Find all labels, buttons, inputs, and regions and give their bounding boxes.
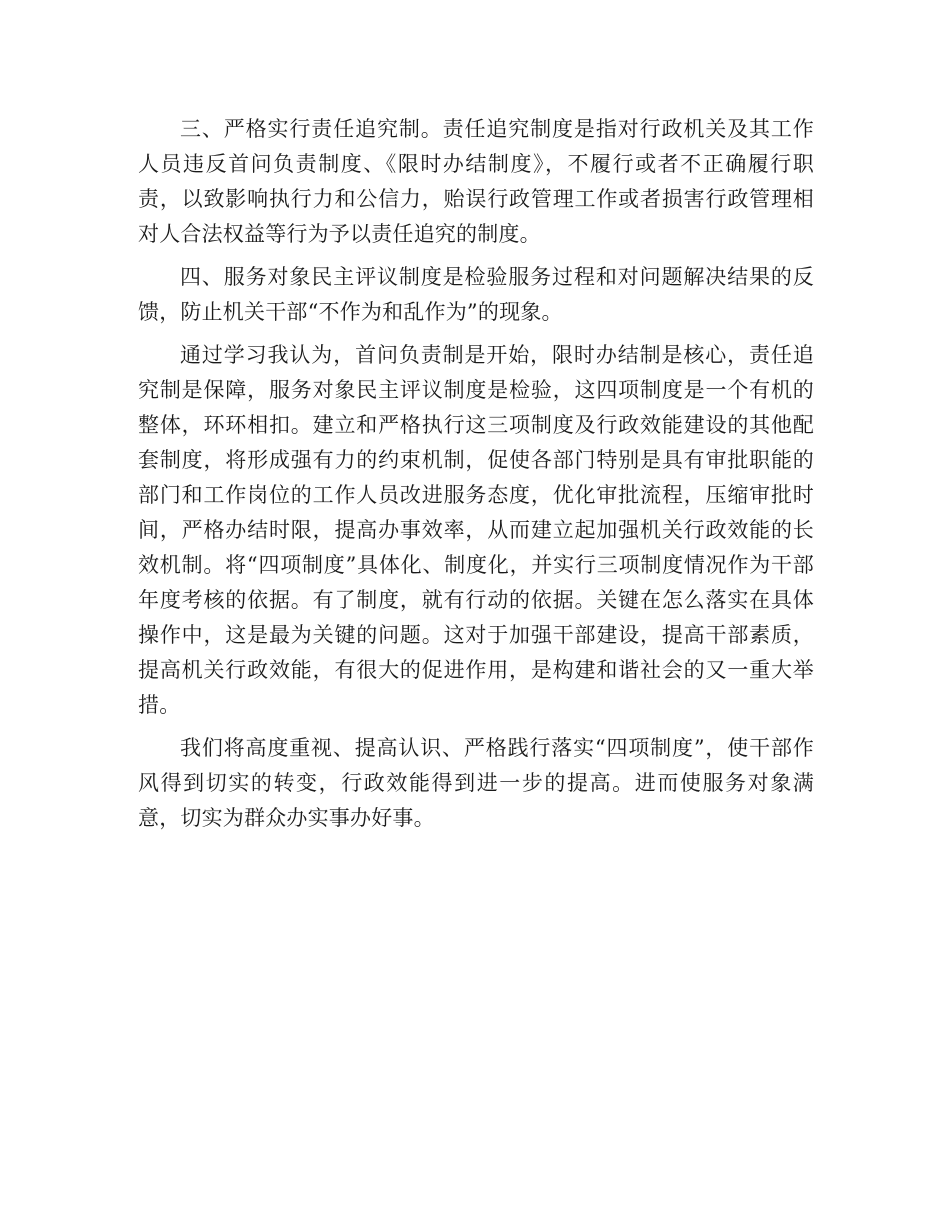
paragraph-evaluation: 四、服务对象民主评议制度是检验服务过程和对问题解决结果的反馈，防止机关干部“不作为和乱作为”的现象。 <box>138 265 814 324</box>
document-body <box>138 112 814 844</box>
paragraph-accountability: 三、严格实行责任追究制。责任追究制度是指对行政机关及其工作人员违反首问负责制度、《限时办结制度》，不履行或者不正确履行职责，以致影响执行力和公信力，贻误行政管理工作或者损害行政管理相对人合法权益等行为予以责任追究的制度。 <box>138 117 814 246</box>
paragraph-summary: 通过学习我认为，首问负责制是开始，限时办结制是核心，责任追究制是保障，服务对象民主评议制度是检验，这四项制度是一个有机的整体，环环相扣。建立和严格执行这三项制度及行政效能建设的其他配套制度，将形成强有力的约束机制，促使各部门特别是具有审批职能的部门和工作岗位的工作人员改进服务态度，优化审批流程，压缩审批时间，严格办结时限，提高办事效率，从而建立起加强机关行政效能的长效机制。将“四项制度”具体化、制度化，并实行三项制度情况作为干部年度考核的依据。有了制度，就有行动的依据。关键在怎么落实在具体操作中，这是最为关键的问题。这对于加强干部建设，提高干部素质，提高机关行政效能，有很大的促进作用，是构建和谐社会的又一重大举措。 <box>138 343 814 717</box>
paragraph-conclusion: 我们将高度重视、提高认识、严格践行落实“四项制度”，使干部作风得到切实的转变，行政效能得到进一步的提高。进而使服务对象满意，切实为群众办实事办好事。 <box>138 736 814 830</box>
